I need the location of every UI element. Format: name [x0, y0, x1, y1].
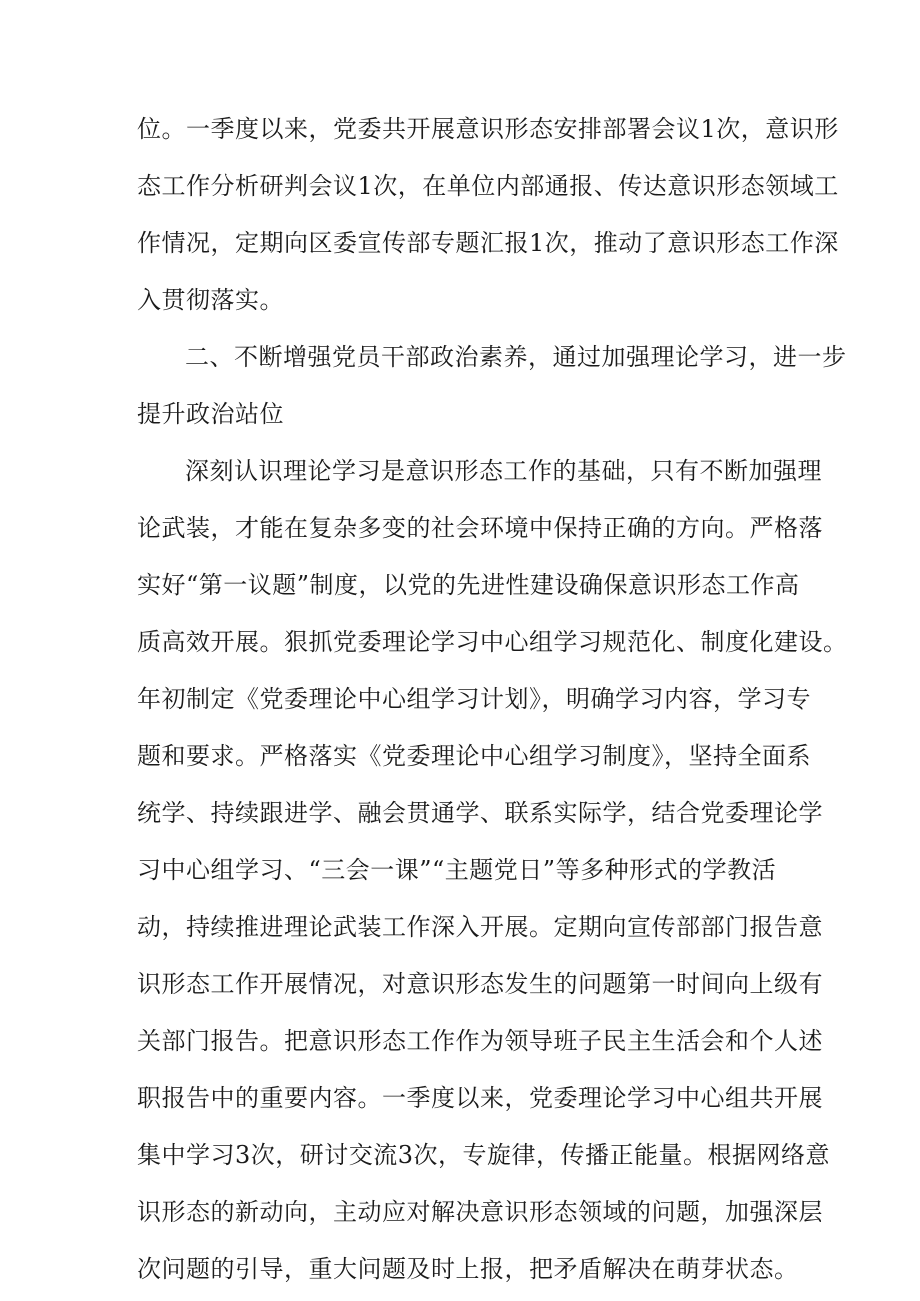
- text-line: 入贯彻落实。: [137, 286, 284, 314]
- text-line: 实好“第一议题”制度，以党的先进性建设确保意识形态工作高: [137, 571, 800, 599]
- text-line: 统学、持续跟进学、融会贯通学、联系实际学，结合党委理论学: [137, 799, 823, 827]
- text-line: 质高效开展。狠抓党委理论学习中心组学习规范化、制度化建设。: [137, 628, 848, 656]
- text-line: 作情况，定期向区委宣传部专题汇报1次，推动了意识形态工作深: [137, 229, 839, 257]
- text-line: 识形态的新动向，主动应对解决意识形态领域的问题，加强深层: [137, 1198, 823, 1226]
- text-line: 态工作分析研判会议1次，在单位内部通报、传达意识形态领域工: [137, 172, 839, 200]
- section-heading: 二、不断增强党员干部政治素养，通过加强理论学习，进一步: [185, 343, 847, 371]
- section-heading-continued: 提升政治站位: [137, 400, 284, 428]
- text-line: 位。一季度以来，党委共开展意识形态安排部署会议1次，意识形: [137, 115, 839, 143]
- text-line: 次问题的引导，重大问题及时上报，把矛盾解决在萌芽状态。: [137, 1255, 799, 1283]
- text-line: 动，持续推进理论武装工作深入开展。定期向宣传部部门报告意: [137, 913, 823, 941]
- text-line: 职报告中的重要内容。一季度以来，党委理论学习中心组共开展: [137, 1084, 823, 1112]
- text-line: 深刻认识理论学习是意识形态工作的基础，只有不断加强理: [185, 457, 822, 485]
- text-line: 集中学习3次，研讨交流3次，专旋律，传播正能量。根据网络意: [137, 1141, 831, 1169]
- text-line: 识形态工作开展情况，对意识形态发生的问题第一时间向上级有: [137, 970, 823, 998]
- text-line: 题和要求。严格落实《党委理论中心组学习制度》，坚持全面系: [137, 742, 811, 770]
- text-line: 论武装，才能在复杂多变的社会环境中保持正确的方向。严格落: [137, 514, 823, 542]
- text-line: 年初制定《党委理论中心组学习计划》，明确学习内容，学习专: [137, 685, 811, 713]
- text-line: 习中心组学习、“三会一课”“主题党日”等多种形式的学教活: [137, 856, 777, 884]
- text-line: 关部门报告。把意识形态工作作为领导班子民主生活会和个人述: [137, 1027, 823, 1055]
